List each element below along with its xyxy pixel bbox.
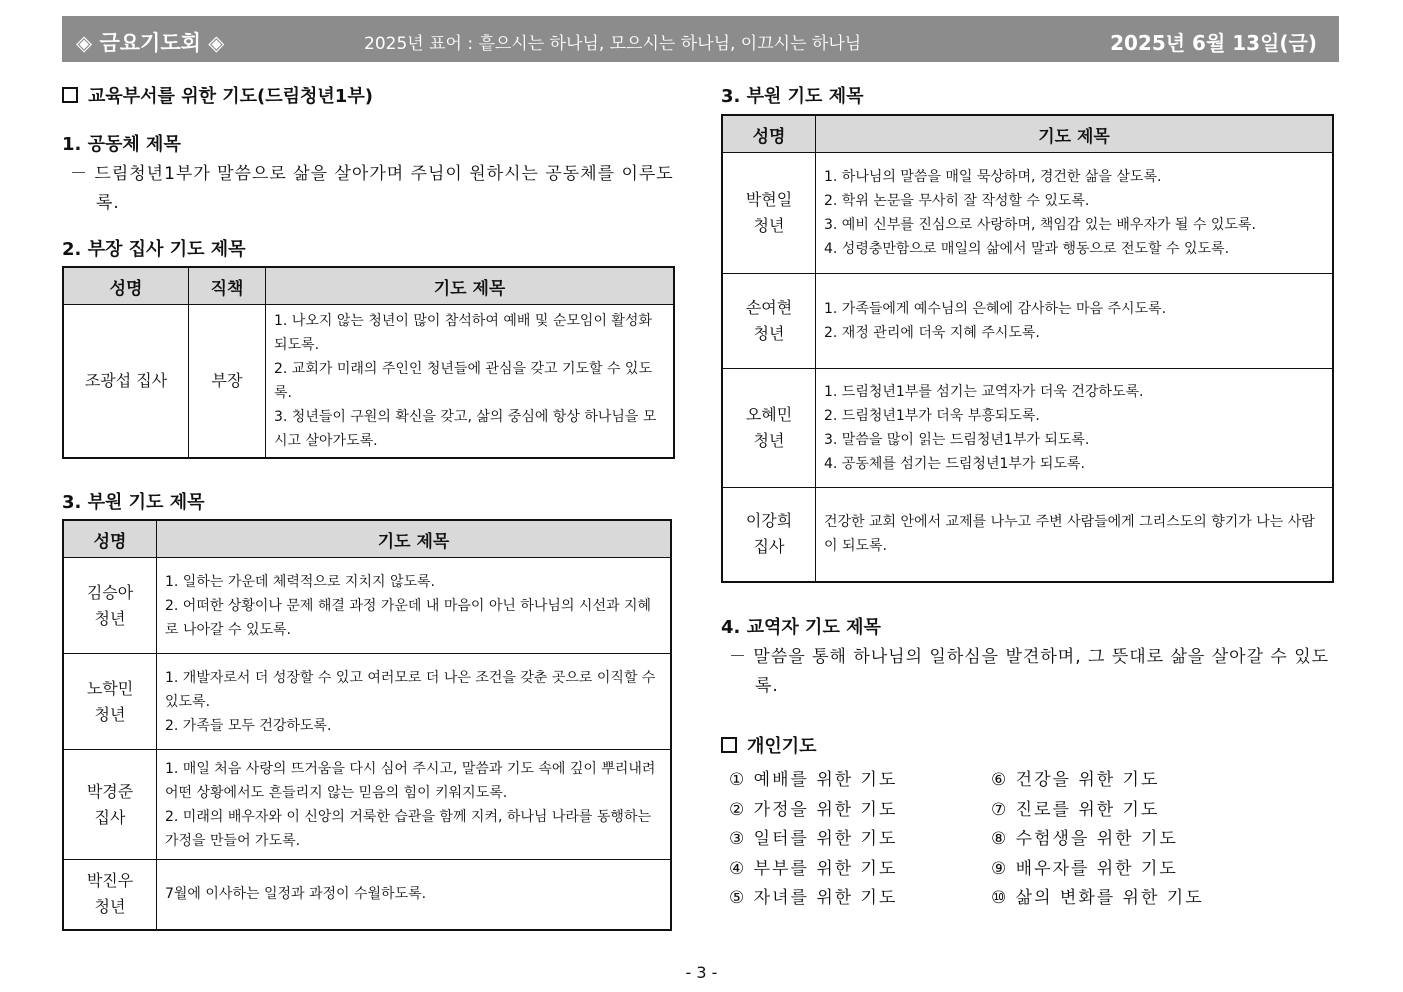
table-row (63, 654, 671, 750)
prayer-item: 2. 드림청년1부가 더욱 부흥되도록. (824, 408, 1040, 424)
name-text: 박현일 (745, 190, 793, 209)
member-prayer-title-right: 3. 부원 기도 제목 (721, 86, 864, 107)
prayer-item: 1. 나오지 않는 청년이 많이 참석하여 예배 및 순모임이 활성화되도록. (274, 313, 652, 353)
title-text: 청년 (94, 704, 126, 724)
community-title: 1. 공동체 제목 (62, 134, 181, 155)
prayer-item: 1. 드림청년1부를 섬기는 교역자가 더욱 건강하도록. (824, 384, 1144, 400)
member-prayer-title-left: 3. 부원 기도 제목 (62, 492, 205, 513)
member-prayer-table-right (721, 114, 1334, 583)
personal-list-col1 (729, 766, 898, 908)
prayer-item: 2. 어떠한 상황이나 문제 해결 과정 가운데 내 마음이 아닌 하나님의 시선과 지혜로 나아갈 수 있도록. (165, 597, 652, 638)
prayer-item: 2. 미래의 배우자와 이 신앙의 거룩한 습관을 함께 지켜, 하나님 나라를 동행하는 가정을 만들어 가도록. (165, 808, 652, 849)
leader-items (266, 305, 675, 459)
personal-list-col2 (991, 766, 1204, 908)
member-prayer-table-left (62, 519, 672, 931)
prayer-item: 2. 가족들 모두 건강하도록. (165, 717, 332, 734)
community-text: － 드림청년1부가 말씀으로 삶을 살아가며 주님이 원하시는 공동체를 이루도록. (70, 164, 674, 213)
list-item: ③ 일터를 위한 기도 (729, 829, 898, 849)
pastor-prayer-text: － 말씀을 통해 하나님의 일하심을 발견하며, 그 뜻대로 삶을 살아갈 수 있도록. (729, 646, 1330, 696)
member-name (722, 369, 816, 488)
title-text: 청년 (753, 216, 785, 235)
member-items (816, 488, 1334, 582)
prayer-item: 1. 일하는 가운데 체력적으로 지치지 않도록. (165, 573, 435, 590)
title-text: 청년 (753, 431, 785, 450)
list-item: ④ 부부를 위한 기도 (729, 858, 898, 879)
list-item: ⑧ 수험생을 위한 기도 (991, 829, 1178, 849)
col-header-name: 성명 (722, 115, 816, 153)
name-text: 박진우 (86, 871, 134, 891)
list-item: ⑩ 삶의 변화를 위한 기도 (991, 888, 1204, 908)
member-name (722, 488, 816, 582)
prayer-item: 7월에 이사하는 일정과 과정이 수월하도록. (165, 886, 427, 903)
member-name (722, 274, 816, 369)
prayer-item: 4. 성령충만함으로 매일의 삶에서 말과 행동으로 전도할 수 있도록. (824, 241, 1230, 257)
prayer-item: 1. 하나님의 말씀을 매일 묵상하며, 경건한 삶을 살도록. (824, 169, 1162, 185)
personal-prayer-title: 개인기도 (721, 734, 1341, 760)
list-item: ⑦ 진로를 위한 기도 (991, 799, 1160, 820)
table-row (722, 274, 1333, 369)
col-header-name: 성명 (63, 267, 189, 305)
list-item: ① 예배를 위한 기도 (729, 770, 898, 790)
list-item: ② 가정을 위한 기도 (729, 799, 898, 820)
name-text: 이강희 (745, 511, 793, 531)
member-name (722, 153, 816, 274)
prayer-item: 건강한 교회 안에서 교제를 나누고 주변 사람들에게 그리스도의 향기가 나는 사람이 되도록. (824, 514, 1315, 555)
prayer-item: 1. 매일 처음 사랑의 뜨거움을 다시 심어 주시고, 말씀과 기도 속에 깊이 뿌리내려 어떤 상황에서도 흔들리지 않는 믿음의 힘이 키워지도록. (165, 760, 656, 801)
col-header-prayer: 기도 제목 (266, 267, 675, 305)
prayer-item: 2. 학위 논문을 무사히 잘 작성할 수 있도록. (824, 193, 1090, 209)
leader-prayer-title: 2. 부장 집사 기도 제목 (62, 239, 246, 260)
col-header-prayer: 기도 제목 (157, 520, 672, 558)
title-text: 청년 (94, 608, 126, 628)
member-items (157, 750, 672, 860)
name-text: 손여현 (745, 298, 793, 317)
member-items (157, 654, 672, 750)
leader-role: 부장 (189, 305, 266, 459)
prayer-item: 1. 개발자로서 더 성장할 수 있고 여러모로 더 나은 조건을 갖춘 곳으로 이직할 수 있도록. (165, 669, 656, 710)
table-row (722, 488, 1333, 582)
title-text: 집사 (94, 807, 126, 827)
member-name (63, 750, 157, 860)
member-items (816, 369, 1334, 488)
name-text: 김승아 (86, 582, 134, 602)
list-item: ⑨ 배우자를 위한 기도 (991, 858, 1178, 879)
prayer-item: 3. 청년들이 구원의 확신을 갖고, 삶의 중심에 항상 하나님을 모시고 살아가도록. (274, 409, 657, 449)
list-item: ⑤ 자녀를 위한 기도 (729, 888, 898, 908)
table-row (63, 750, 671, 860)
table-row (63, 305, 674, 459)
title-text: 청년 (94, 897, 126, 917)
col-header-role: 직책 (189, 267, 266, 305)
name-text: 박경준 (86, 781, 134, 801)
list-item: ⑥ 건강을 위한 기도 (991, 770, 1160, 790)
table-row (63, 860, 671, 930)
right-column (721, 84, 1341, 760)
education-section-title: 교육부서를 위한 기도(드림청년1부) (62, 84, 682, 110)
pastor-prayer-title: 4. 교역자 기도 제목 (721, 616, 881, 638)
member-items (816, 274, 1334, 369)
member-name (63, 654, 157, 750)
member-name (63, 558, 157, 654)
leader-prayer-table (62, 266, 675, 459)
prayer-item: 2. 교회가 미래의 주인인 청년들에 관심을 갖고 기도할 수 있도록. (274, 361, 652, 401)
member-items (157, 860, 672, 930)
col-header-prayer: 기도 제목 (816, 115, 1334, 153)
prayer-item: 3. 말씀을 많이 읽는 드림청년1부가 되도록. (824, 432, 1090, 448)
prayer-item: 3. 예비 신부를 진심으로 사랑하며, 책임감 있는 배우자가 될 수 있도록. (824, 217, 1256, 233)
prayer-item: 2. 재정 관리에 더욱 지혜 주시도록. (824, 325, 1040, 341)
title-text: 청년 (753, 324, 785, 343)
year-motto: 2025년 표어 : 흩으시는 하나님, 모으시는 하나님, 이끄시는 하나님 (364, 34, 862, 54)
name-text: 노학민 (86, 678, 134, 698)
prayer-item: 1. 가족들에게 예수님의 은혜에 감사하는 마음 주시도록. (824, 301, 1167, 317)
member-items (157, 558, 672, 654)
meeting-title: ◈ 금요기도회 ◈ (76, 31, 225, 55)
table-row (63, 558, 671, 654)
meeting-date: 2025년 6월 13일(금) (1110, 31, 1317, 55)
col-header-name: 성명 (63, 520, 157, 558)
leader-name: 조광섭 집사 (63, 305, 189, 459)
title-text: 집사 (753, 537, 785, 557)
page-number: - 3 - (685, 963, 718, 982)
table-row (722, 153, 1333, 274)
header-bar (62, 16, 1339, 62)
table-row (722, 369, 1333, 488)
member-items (816, 153, 1334, 274)
prayer-item: 4. 공동체를 섬기는 드림청년1부가 되도록. (824, 456, 1085, 472)
member-name (63, 860, 157, 930)
name-text: 오혜민 (745, 405, 793, 424)
left-column (62, 84, 682, 931)
